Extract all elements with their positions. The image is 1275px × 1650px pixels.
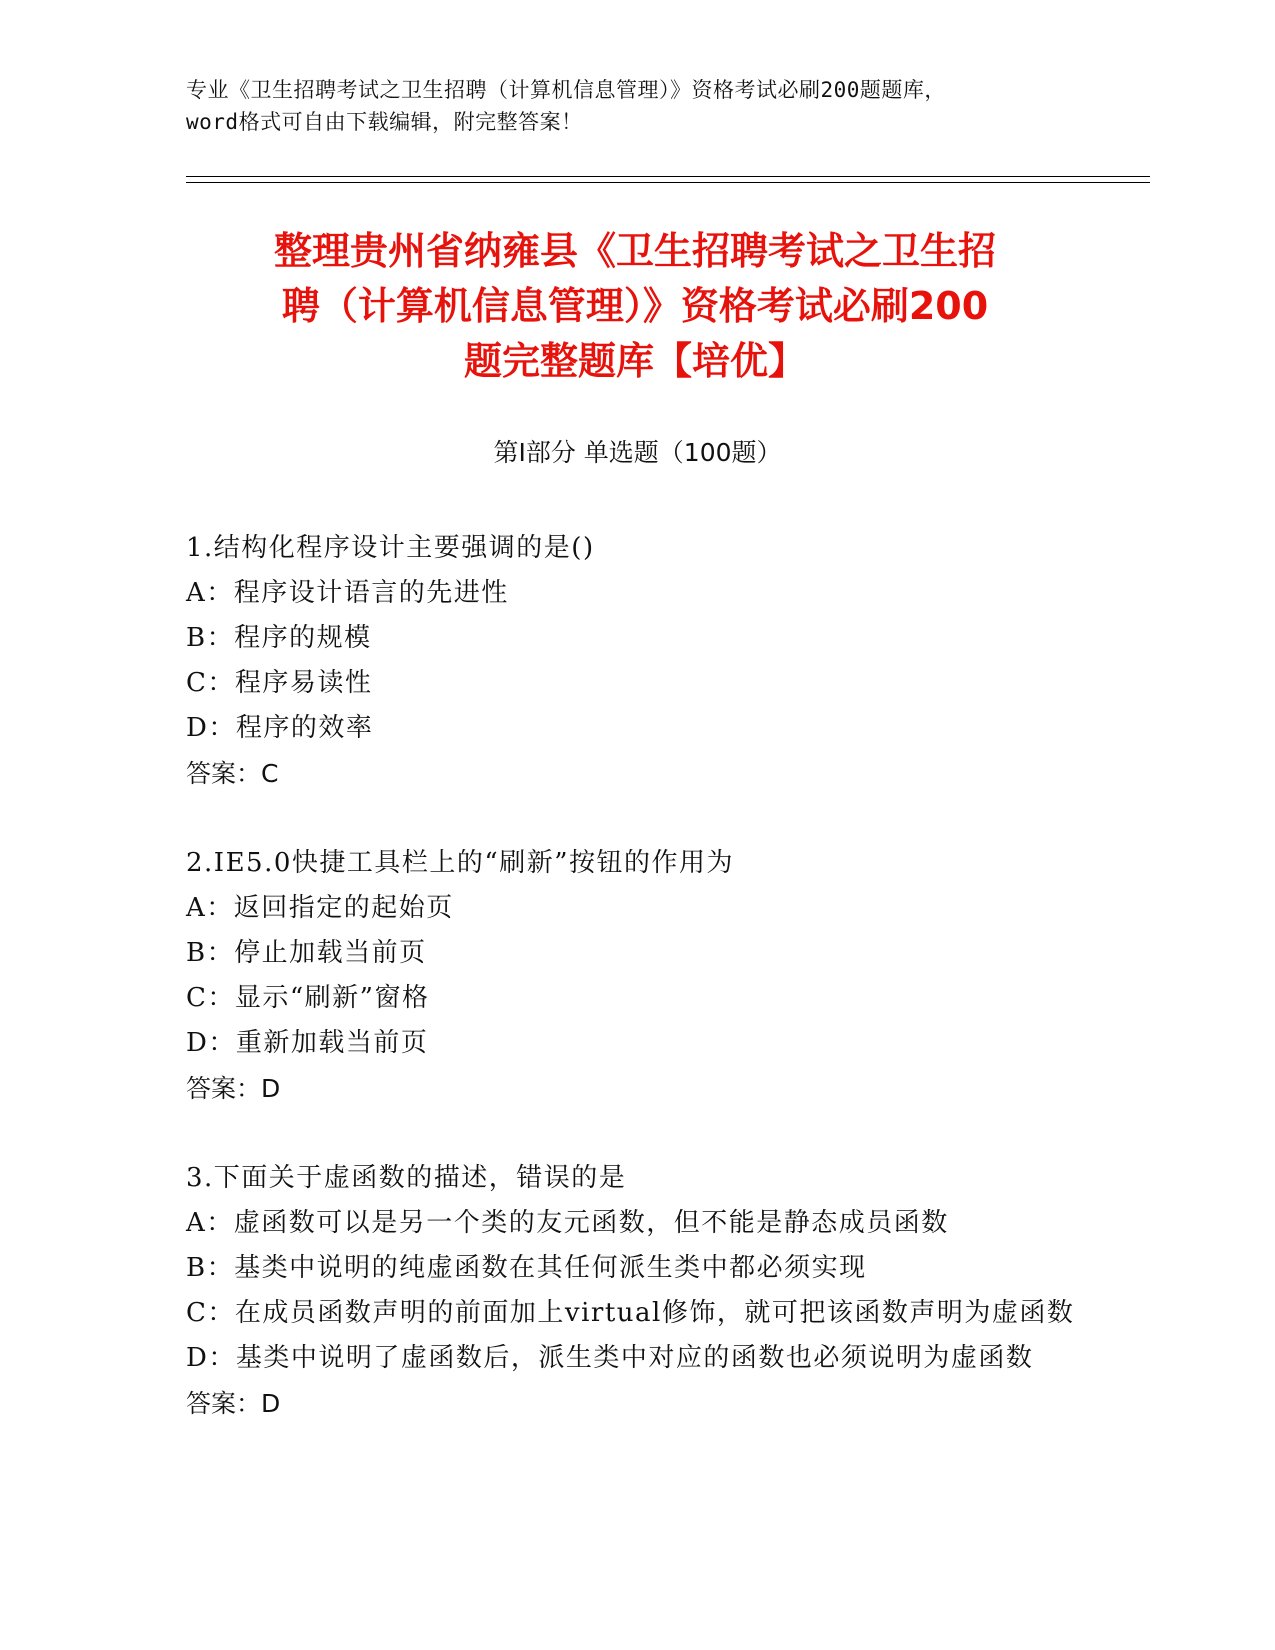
option-c: C：在成员函数声明的前面加上virtual修饰，就可把该函数声明为虚函数 xyxy=(186,1298,1075,1328)
header-divider-thick xyxy=(186,176,1150,177)
question-stem: 2.IE5.0快捷工具栏上的“刷新”按钮的作用为 xyxy=(186,848,734,878)
section-title: 第Ⅰ部分 单选题（100题） xyxy=(493,438,782,467)
option-d: D：程序的效率 xyxy=(186,713,374,743)
option-d: D：基类中说明了虚函数后，派生类中对应的函数也必须说明为虚函数 xyxy=(186,1343,1034,1373)
answer: 答案：D xyxy=(186,1389,281,1418)
answer: 答案：C xyxy=(186,759,279,788)
question-stem: 3.下面关于虚函数的描述，错误的是 xyxy=(186,1163,627,1193)
header-divider-thin xyxy=(186,182,1150,183)
option-b: B：停止加载当前页 xyxy=(186,938,427,968)
option-c: C：显示“刷新”窗格 xyxy=(186,983,430,1013)
document-title-line-1: 整理贵州省纳雍县《卫生招聘考试之卫生招 xyxy=(273,229,996,273)
option-b: B：基类中说明的纯虚函数在其任何派生类中都必须实现 xyxy=(186,1253,867,1283)
question-1 xyxy=(186,526,1086,796)
question-list xyxy=(186,526,1086,1471)
question-3 xyxy=(186,1156,1086,1426)
question-stem: 1.结构化程序设计主要强调的是() xyxy=(186,533,595,563)
option-c: C：程序易读性 xyxy=(186,668,373,698)
document-title xyxy=(190,224,1080,389)
header-note-line-2: word格式可自由下载编辑，附完整答案！ xyxy=(186,110,583,134)
option-a: A：虚函数可以是另一个类的友元函数，但不能是静态成员函数 xyxy=(186,1208,949,1238)
option-b: B：程序的规模 xyxy=(186,623,372,653)
option-a: A：返回指定的起始页 xyxy=(186,893,454,923)
header-note-line-1: 专业《卫生招聘考试之卫生招聘（计算机信息管理）》资格考试必刷200题题库， xyxy=(186,78,946,102)
answer: 答案：D xyxy=(186,1074,281,1103)
document-title-line-2: 聘（计算机信息管理）》资格考试必刷200 xyxy=(281,284,989,328)
header-note xyxy=(186,74,1086,138)
option-d: D：重新加载当前页 xyxy=(186,1028,429,1058)
question-2 xyxy=(186,841,1086,1111)
option-a: A：程序设计语言的先进性 xyxy=(186,578,509,608)
document-title-line-3: 题完整题库【培优】 xyxy=(463,339,806,383)
